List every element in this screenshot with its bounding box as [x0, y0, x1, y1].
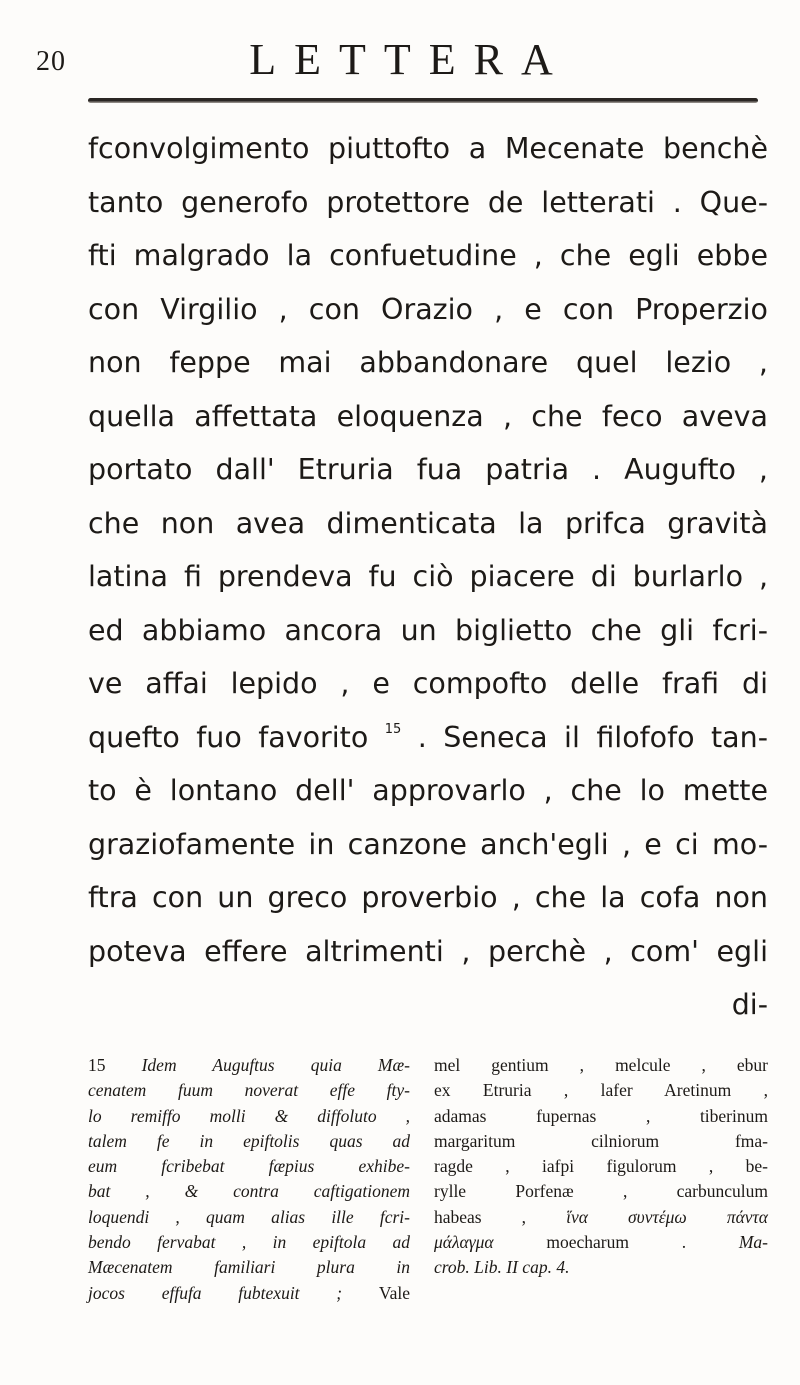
- footnote-line: rylle Porfenæ , carbunculum: [434, 1181, 768, 1202]
- footnote-line: lo remiffo molli & diffoluto ,: [88, 1105, 410, 1126]
- greek-text: μάλαγμα: [434, 1232, 494, 1253]
- footnote-line: bat , & contra caftigationem: [88, 1181, 410, 1202]
- footnote-text: habeas ,: [434, 1206, 527, 1227]
- footnote-line: [88, 1053, 410, 1078]
- footnote-line: ex Etruria , lafer Aretinum ,: [434, 1080, 768, 1101]
- text-line: poteva effere altrimenti , perchè , com' egli: [88, 934, 768, 968]
- footnote-line: bendo fervabat , in epiftola ad: [88, 1232, 410, 1253]
- text-line: non feppe mai abbandonare quel lezio ,: [88, 346, 768, 379]
- text-line: con Virgilio , con Orazio , e con Properzio: [88, 292, 768, 326]
- text-line: latina fi prendeva fu ciò piacere di burlarlo ,: [88, 560, 768, 593]
- footnote-line: [434, 1255, 768, 1280]
- text-line: che non avea dimenticata la prifca gravità: [88, 506, 768, 540]
- footnote-line: ragde , iafpi figulorum , be-: [434, 1156, 768, 1177]
- footnote-line: [434, 1230, 768, 1255]
- text-line: ftra con un greco proverbio , che la cofa non: [88, 881, 768, 914]
- footnote-left-column: [88, 1053, 410, 1306]
- footnote-line: loquendi , quam alias ille fcri-: [88, 1206, 410, 1227]
- footnote-line: margaritum cilniorum fma-: [434, 1130, 768, 1151]
- text-fragment: . Seneca il filofofo tan-: [417, 720, 768, 754]
- footnote-reference: 15: [384, 721, 402, 737]
- footnote-line: mel gentium , melcule , ebur: [434, 1055, 768, 1075]
- text-line: ed abbiamo ancora un biglietto che gli fcri-: [88, 613, 768, 647]
- footnote-text: moecharum .: [546, 1232, 687, 1253]
- source-reference: crob. Lib. II cap. 4.: [434, 1257, 570, 1278]
- text-line: portato dall' Etruria fua patria . Augufto ,: [88, 453, 768, 486]
- footnote-trail: Vale: [378, 1282, 411, 1303]
- greek-text: ἵνα συντέμω πάντα: [566, 1206, 768, 1227]
- text-line: tanto generofo protettore de letterati . Que-: [88, 185, 768, 219]
- header-rule: [88, 98, 758, 103]
- footnote-line: adamas fupernas , tiberinum: [434, 1105, 768, 1126]
- source-reference: Ma-: [738, 1232, 768, 1253]
- text-line: to è lontano dell' approvarlo , che lo mette: [88, 774, 768, 807]
- running-title: LETTERA: [249, 35, 571, 84]
- text-line: graziofamente in canzone anch'egli , e ci mo-: [88, 827, 768, 861]
- catchword: di-: [731, 988, 768, 1021]
- text-line: ve affai lepido , e compofto delle frafi di: [88, 667, 768, 700]
- footnote-text: Idem Auguftus quia Mæ-: [141, 1055, 410, 1075]
- text-line: quella affettata eloquenza , che feco aveva: [88, 399, 768, 433]
- footnote-line: eum fcribebat fæpius exhibe-: [88, 1156, 410, 1177]
- text-fragment: quefto fuo favorito: [88, 720, 369, 754]
- text-line: fti malgrado la confuetudine , che egli ebbe: [88, 239, 768, 272]
- footnote-number: 15: [88, 1055, 106, 1075]
- main-text: [88, 122, 768, 1032]
- footnote-line: talem fe in epiftolis quas ad: [88, 1130, 410, 1151]
- footnote-line: [434, 1205, 768, 1230]
- footnote-line: [88, 1281, 410, 1306]
- page-number: 20: [36, 46, 66, 77]
- text-line: [88, 711, 768, 765]
- footnote-line: cenatem fuum noverat effe fty-: [88, 1080, 410, 1101]
- footnote-text: jocos effufa fubtexuit ;: [88, 1282, 343, 1303]
- footnote-line: Mæcenatem familiari plura in: [88, 1257, 410, 1278]
- footnote-right-column: [434, 1053, 768, 1281]
- text-line: fconvolgimento piuttofto a Mecenate benchè: [88, 132, 768, 165]
